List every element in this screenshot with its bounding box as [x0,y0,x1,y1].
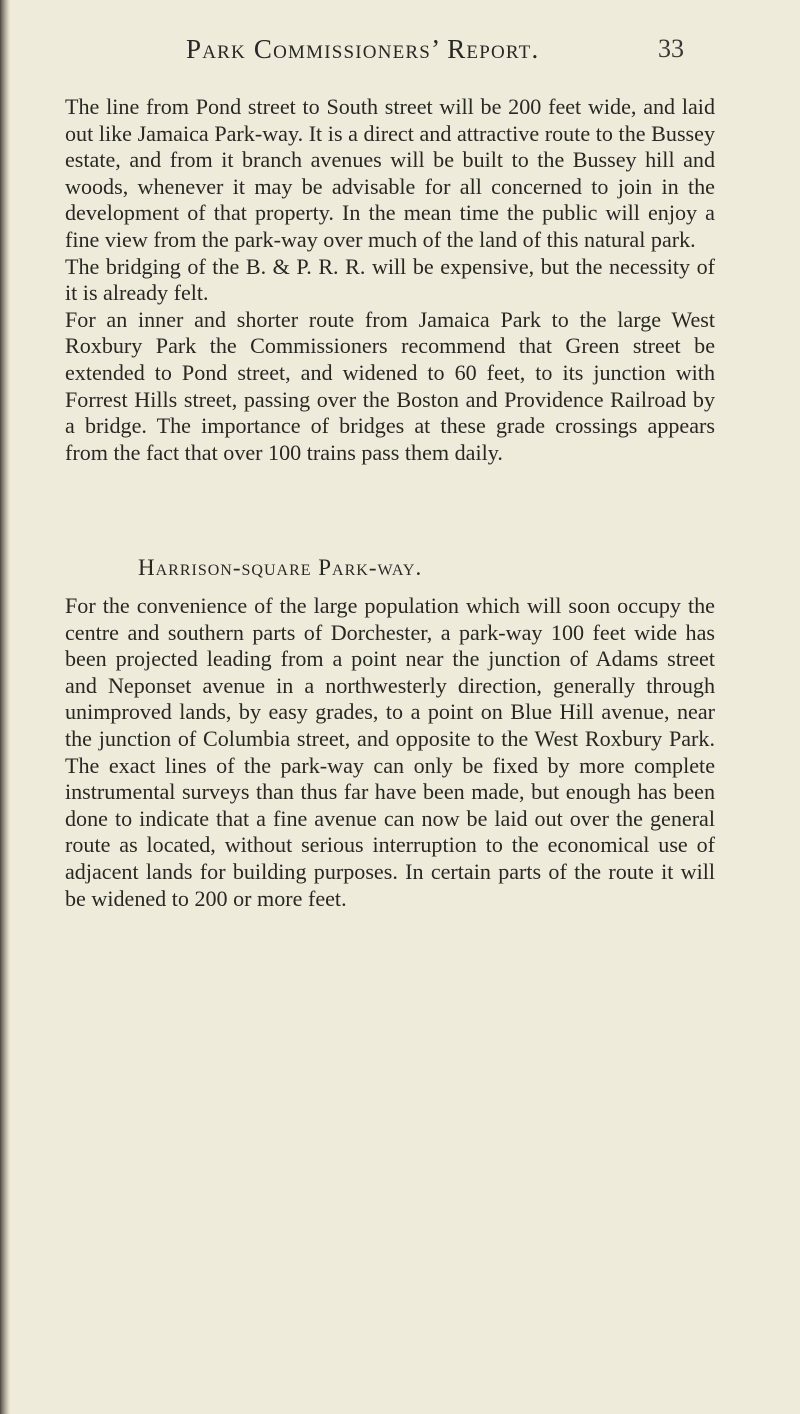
paragraph-pond-street: The line from Pond street to South street will be 200 feet wide, and laid out like Jamaica Park-way. It is a direct and attractive route to the Bussey estate, and from it branch avenues will be built to the Bussey hill and woods, whenever it may be advisable for all concerned to join in the development of that property. In the mean time the public will enjoy a fine view from the park-way over much of the land of this natural park. [65,94,715,252]
body-text-top [65,94,715,466]
paragraph-bridging: The bridging of the B. & P. R. R. will be expensive, but the necessity of it is already felt. [65,253,715,306]
paragraph-harrison-square: For the convenience of the large population which will soon occupy the centre and southern parts of Dorchester, a park-way 100 feet wide has been projected leading from a point near the junction of Adams street and Neponset avenue in a northwesterly direction, generally through unimproved lands, by easy grades, to a point on Blue Hill avenue, near the junction of Columbia street, and opposite to the West Roxbury Park. The exact lines of the park-way can only be fixed by more complete instrumental surveys than thus far have been made, but enough has been done to indicate that a fine avenue can now be laid out over the general route as located, without serious interruption to the economical use of adjacent lands for building purposes. In certain parts of the route it will be widened to 200 or more feet. [65,593,715,911]
body-text-bottom [65,593,715,912]
paragraph-inner-route: For an inner and shorter route from Jamaica Park to the large West Roxbury Park the Commissioners recommend that Green street be extended to Pond street, and widened to 60 feet, to its junction with Forrest Hills street, passing over the Boston and Providence Railroad by a bridge. The importance of bridges at these grade crossings appears from the fact that over 100 trains pass them daily. [65,306,715,465]
page-header [0,34,800,70]
page-number: 33 [658,34,684,63]
running-title: Park Commissioners’ Report. [186,34,540,64]
binding-edge [0,0,10,1414]
section-heading: Harrison-square Park-way. [138,555,423,580]
